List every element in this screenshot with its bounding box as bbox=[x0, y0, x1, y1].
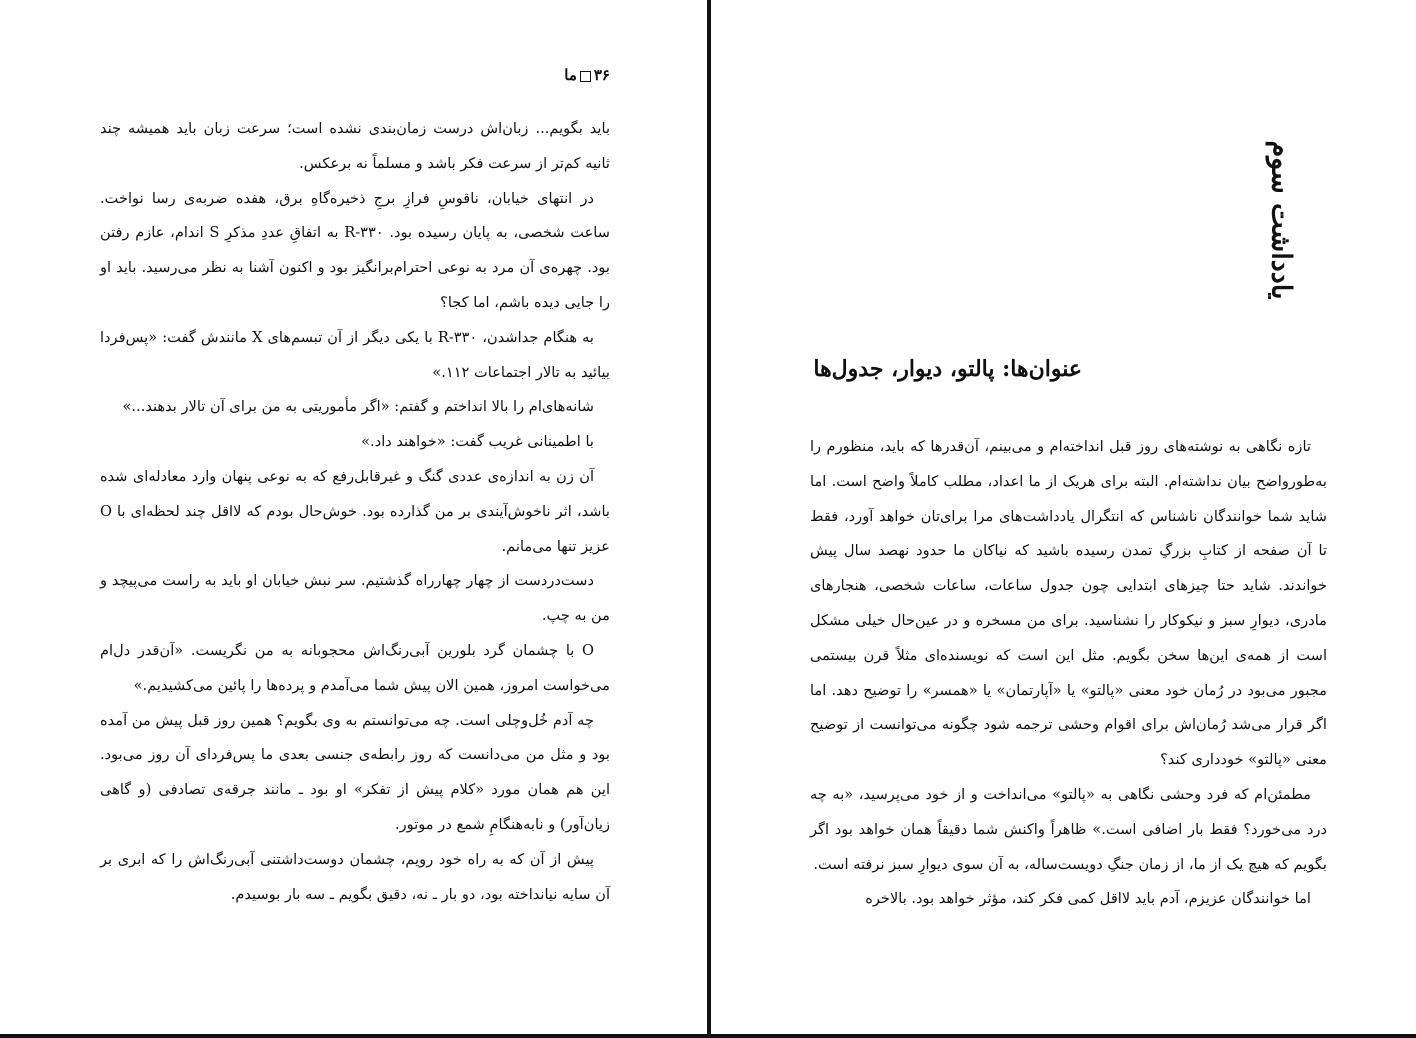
paragraph: شانه‌های‌ام را بالا انداختم و گفتم: «اگر مأموریتی به من برای آن تالار بدهند...» bbox=[122, 398, 594, 416]
paragraph: به هنگام جداشدن، R-۳۳۰ با یکی دیگر از آن تبسم‌های X مانندش گفت: «پس‌فردا بیائید به تالار اجتماعات ۱۱۲.» bbox=[100, 328, 610, 381]
paragraph: در انتهای خیابان، ناقوسِ فرازِ برجِ ذخیره‌گاهِ برق، هفده ضربه‌ی رسا نواخت. ساعت شخصی، به پایان رسیده بود. R-۳۳۰ به اتفاقِ عددِ مذکرِ S اندام، عازم رفتن بود. چهره‌ی آن مرد به نوعی احترام‌برانگیز بود و اکنون آشنا به نظر می‌رسید. باید او را جایی دیده باشم، اما کجا؟ bbox=[100, 189, 610, 311]
left-page bbox=[0, 0, 707, 1034]
chapter-label-text: یادداشت سوم bbox=[1265, 140, 1297, 300]
paragraph: چه آدم خُل‌وچلی است. چه می‌توانستم به وی بگویم؟ همین روز قبل پیش من آمده بود و مثل من می‌دانست که روز رابطه‌ی جنسی بعدی ما پس‌فردای آن روز می‌بود. این هم همان مورد «کلام پیش از تفکر» او بود ـ مانند جرقه‌ی تصادفی (و گاهی زیان‌آور) و نابه‌هنگامِ شمع در موتور. bbox=[100, 711, 610, 833]
paragraph: تازه نگاهی به نوشته‌های روز قبل انداخته‌ام و می‌بینم، آن‌قدرها که باید، منظورم را به‌طورواضح بیان نداشته‌ام. البته برای هریک از ما اعداد، مطلب کاملاً واضح است. اما شاید شما خوانندگان ناشناس که انتگرال یادداشت‌های مرا برای‌تان خواهد آورد، فقط تا آن صفحه از کتابِ بزرگِ تمدن رسیده باشید که نیاکان ما حدود نهصد سال پیش خواندند. شاید حتا چیزهای ابتدایی چون جدول ساعات، ساعات شخصی، هنجارهای مادری، دیوارِ سبز و نیکوکار را نشناسید. برای من مسخره و در عین‌حال خیلی مشکل است از همه‌ی این‌ها سخن بگویم. مثل این است که نویسنده‌ای مثلاً قرن بیستمی مجبور می‌بود در رُمان خود معنی «پالتو» یا «آپارتمان» یا «همسر» را توضیح دهد. اما اگر قرار می‌شد رُمان‌اش برای اقوام وحشی ترجمه شود چگونه می‌توانست از توضیح معنی «پالتو» خودداری کند؟ bbox=[810, 438, 1327, 769]
paragraph: پیش از آن که به راه خود رویم، چشمان دوست‌داشتنی آبی‌رنگ‌اش را که ابری بر آن سایه نیانداخته بود، دو بار ـ نه، دقیق بگویم ـ سه بار بوسیدم. bbox=[100, 850, 610, 903]
paragraph: مطمئن‌ام که فرد وحشی نگاهی به «پالتو» می‌انداخت و از خود می‌پرسید، «به چه درد می‌خورد؟ فقط بار اضافی است.» ظاهراً واکنش شما دقیقاً همان خواهد بود اگر بگویم که هیچ یک از ما، از زمان جنگِ دویست‌ساله، به آن سوی دیوارِ سبز نرفته است. bbox=[810, 785, 1327, 873]
chapter-title: عنوان‌ها: پالتو، دیوار، جدول‌ها bbox=[813, 356, 1082, 382]
square-ornament-icon bbox=[580, 71, 591, 82]
page-number: ۳۶ bbox=[593, 66, 610, 84]
right-page-body bbox=[810, 430, 1327, 917]
book-title: ما bbox=[564, 66, 577, 84]
paragraph: اما خوانندگان عزیزم، آدم باید لااقل کمی فکر کند، مؤثر خواهد بود. بالاخره bbox=[865, 890, 1311, 908]
paragraph: باید بگویم... زبان‌اش درست زمان‌بندی نشده است؛ سرعت زبان باید همیشه چند ثانیه کم‌تر از سرعت فکر باشد و مسلماً نه برعکس. bbox=[100, 120, 610, 172]
paragraph: دست‌دردست از چهار چهارراه گذشتیم. سر نبش خیابان او باید به راست می‌پیچد و من به چپ. bbox=[100, 572, 610, 625]
paragraph: با اطمینانی غریب گفت: «خواهند داد.» bbox=[361, 433, 594, 451]
left-page-body bbox=[100, 112, 610, 912]
paragraph: آن زن به اندازه‌ی عددی گنگ و غیرقابل‌رفع که به نوعی پنهان وارد معادله‌ای شده باشد، اثر ناخوش‌آیندی بر من گذارده بود. خوش‌حال بودم که لااقل چند لحظه‌ای با O عزیز تنها می‌مانم. bbox=[100, 467, 610, 555]
paragraph: O با چشمان گرد بلورین آبی‌رنگ‌اش محجوبانه به من نگریست. «آن‌قدر دل‌ام می‌خواست امروز، همین الان پیش شما می‌آمدم و پرده‌ها را پائین می‌کشیدیم.» bbox=[100, 641, 610, 694]
chapter-label bbox=[1226, 140, 1336, 300]
running-head bbox=[100, 66, 610, 84]
bottom-border bbox=[0, 1034, 1416, 1038]
